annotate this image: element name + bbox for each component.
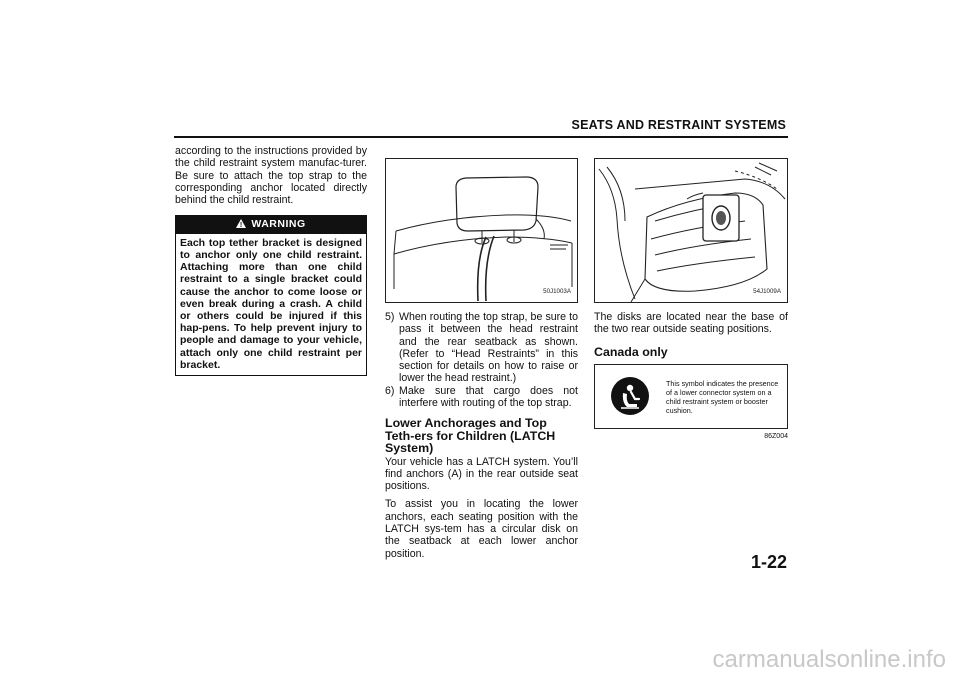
step-number: 5) bbox=[385, 311, 395, 323]
step-item bbox=[385, 311, 578, 385]
warning-header bbox=[176, 216, 366, 233]
symbol-code: 86Z004 bbox=[764, 432, 788, 440]
symbol-description: This symbol indicates the presence of a lower connector system on a child restraint system or booster cushion. bbox=[666, 378, 779, 415]
canada-heading: Canada only bbox=[594, 344, 668, 359]
step-number: 6) bbox=[385, 384, 395, 397]
figure-code: 50J1003A bbox=[543, 287, 571, 295]
warning-box bbox=[175, 215, 367, 376]
column-2 bbox=[385, 158, 578, 566]
column-3 bbox=[594, 158, 788, 443]
disks-paragraph: The disks are located near the base of the two rear outside seating positions. bbox=[594, 311, 788, 336]
rear-seat-figure bbox=[594, 158, 788, 303]
latch-paragraph-1: Your vehicle has a LATCH system. You’ll find anchors (A) in the rear outside seat positions. bbox=[385, 455, 578, 493]
warning-text: Each top tether bracket is designed to anchor only one child restraint. Attaching more than one child restraint to a single bracket could cause the anchor to come loose or even break during a crash. A child or others could be injured if this hap-pens. To help prevent injury to people and damage to your vehicle, attach only one child restraint per bracket. bbox=[180, 236, 362, 371]
head-restraint-illustration bbox=[386, 159, 577, 302]
latch-paragraph-2: To assist you in locating the lower anchors, each seating position with the LATCH sys-tem has a circular disk on the seatback at each lower anchor position. bbox=[385, 498, 578, 560]
step-item bbox=[385, 385, 578, 410]
intro-paragraph: according to the instructions provided by the child restraint system manufac-turer. Be sure to attach the top strap to the corresponding anchor located directly behind the child restraint. bbox=[175, 145, 367, 207]
latch-symbol-box bbox=[594, 364, 788, 429]
warning-label: WARNING bbox=[251, 218, 306, 231]
column-1 bbox=[175, 145, 367, 376]
header-rule bbox=[174, 136, 788, 138]
section-title: SEATS AND RESTRAINT SYSTEMS bbox=[571, 118, 786, 132]
warning-icon: ! bbox=[236, 219, 246, 228]
figure-code: 54J1009A bbox=[753, 287, 781, 295]
watermark-text: carmanualsonline.info bbox=[712, 646, 946, 673]
rear-seat-illustration bbox=[595, 159, 787, 302]
latch-heading: Lower Anchorages and Top Teth-ers for Children (LATCH System) bbox=[385, 416, 556, 456]
head-restraint-figure bbox=[385, 158, 578, 303]
page-number: 1-22 bbox=[750, 552, 787, 572]
step-text: Make sure that cargo does not interfere with routing of the top strap. bbox=[399, 384, 578, 410]
child-seat-symbol-icon bbox=[611, 377, 649, 415]
step-text: When routing the top strap, be sure to pass it between the head restraint and the rear seatback as shown. (Refer to “Head Restraints” in this section for details on how to raise or lower the head restraint.) bbox=[399, 311, 578, 385]
